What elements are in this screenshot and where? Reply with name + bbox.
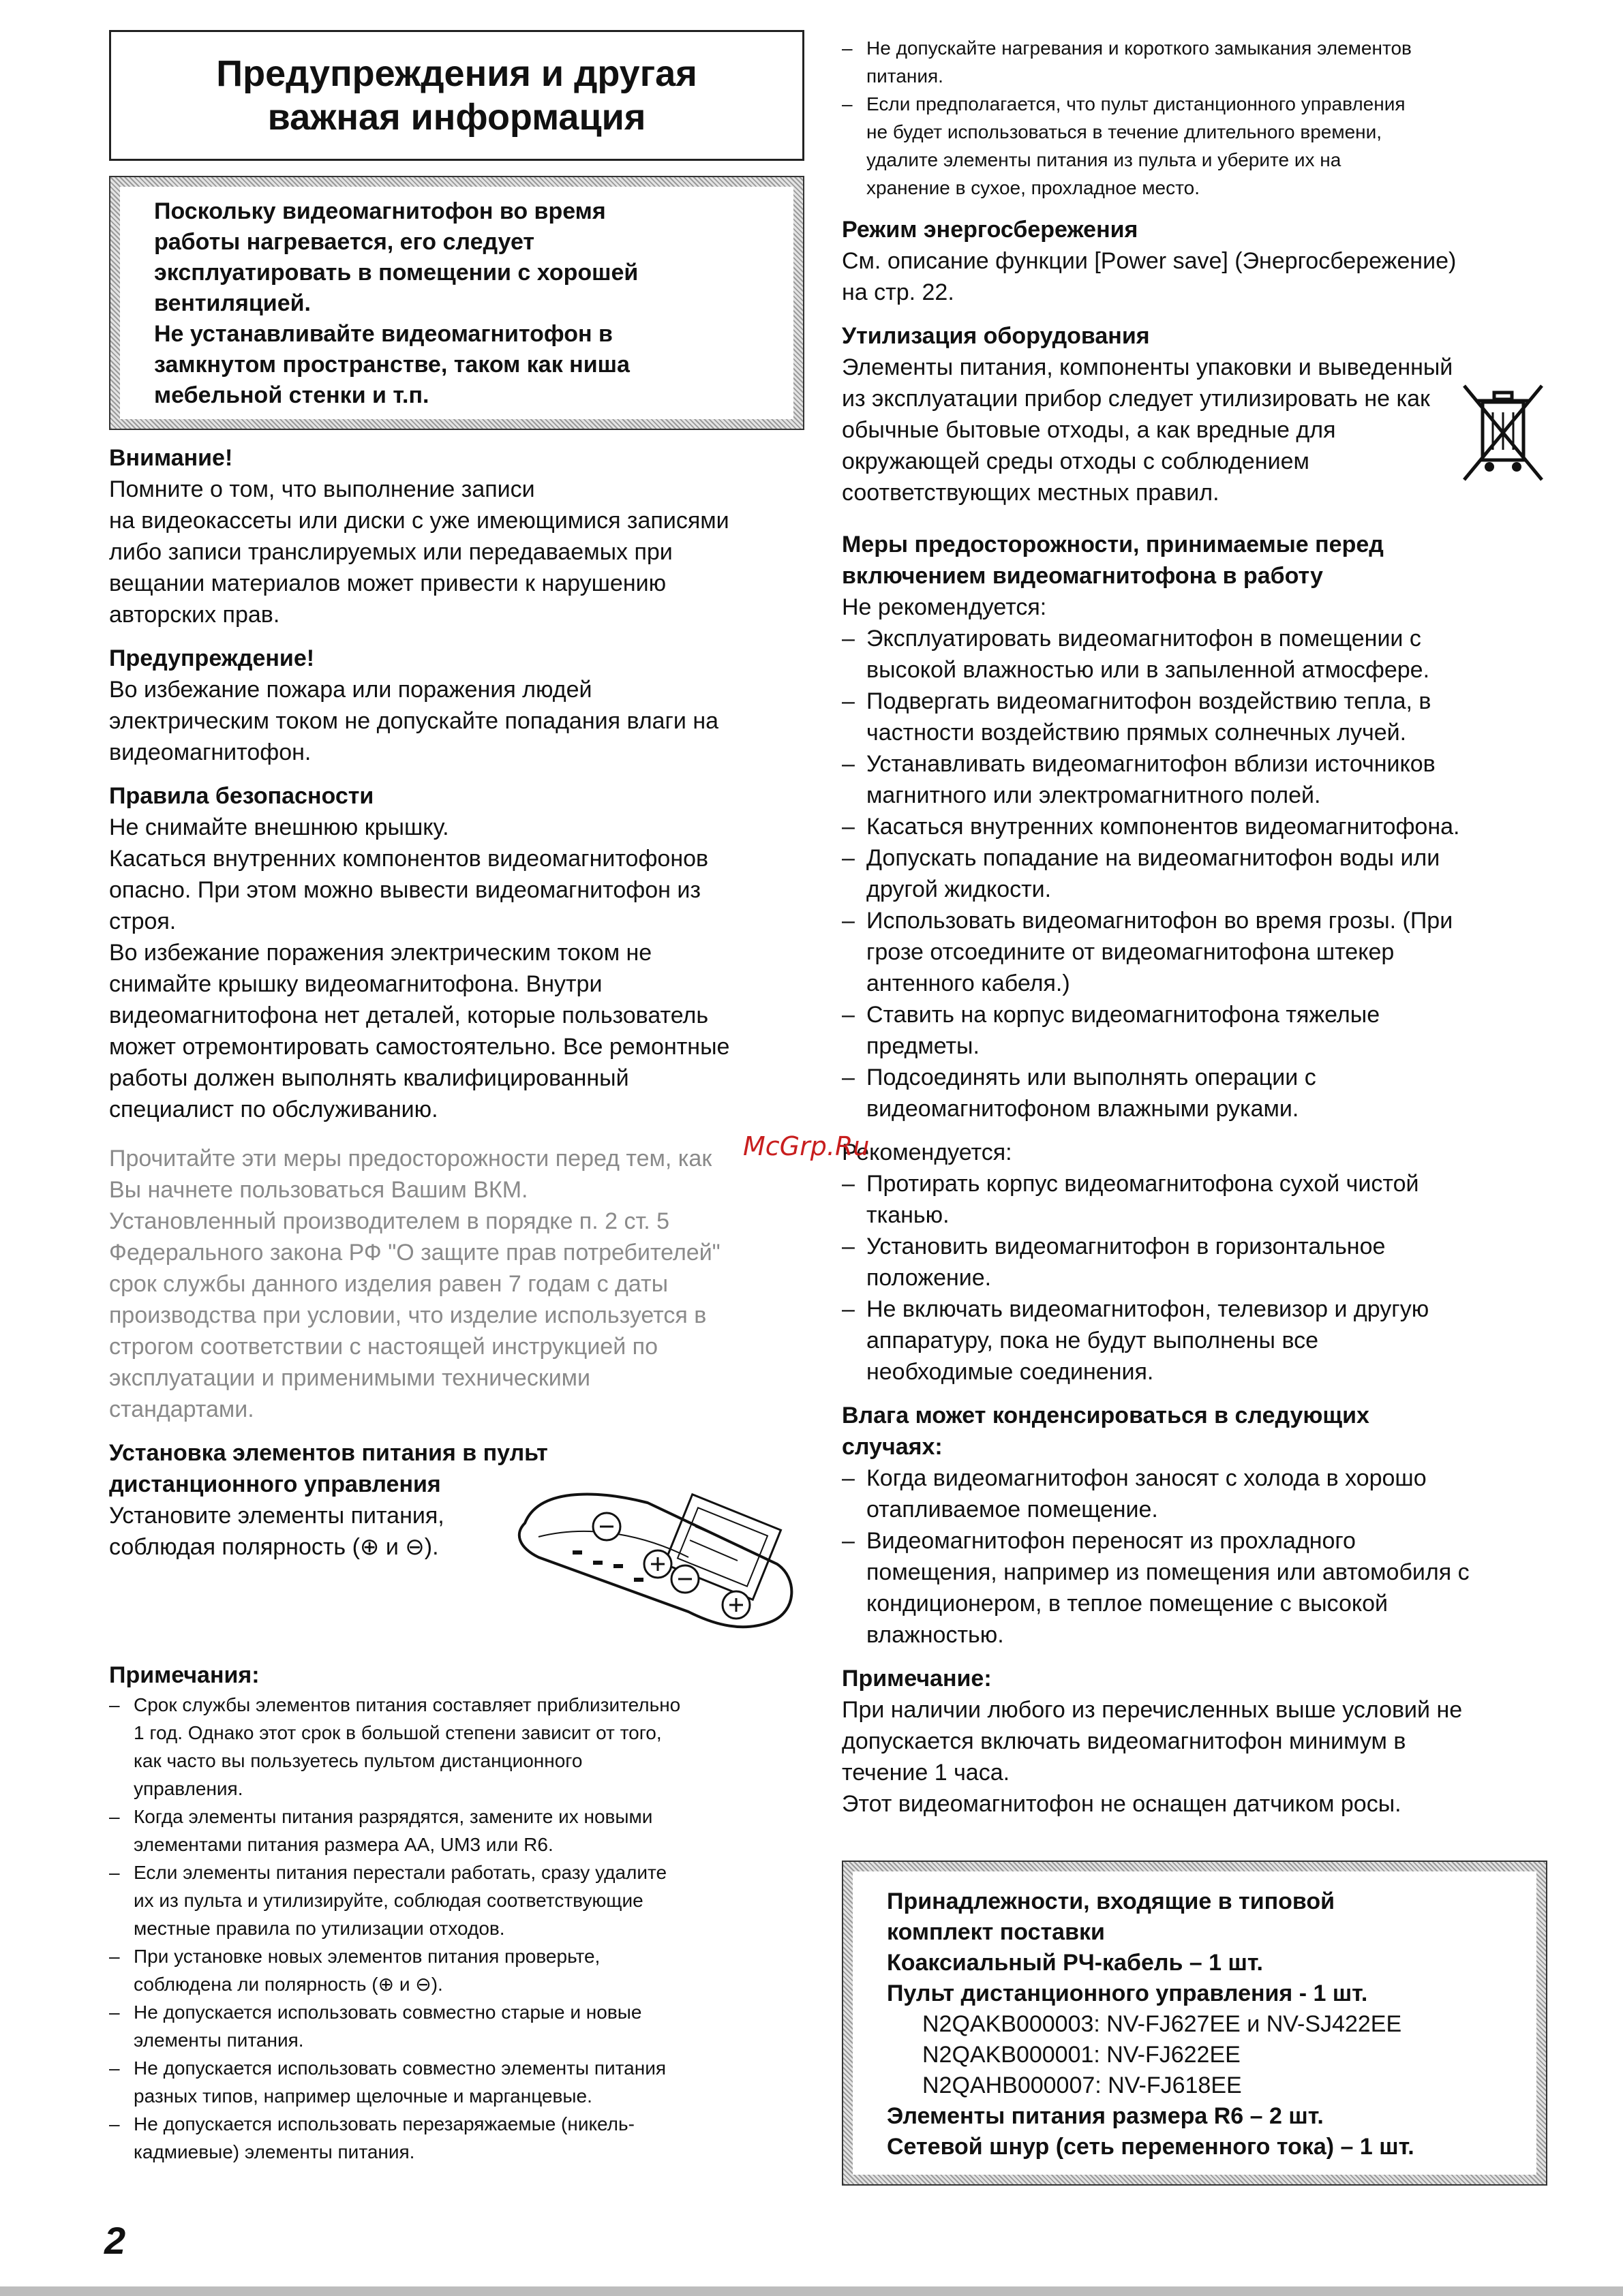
page-number: 2 bbox=[104, 2219, 126, 2262]
accessory-power-cord: Сетевой шнур (сеть переменного тока) – 1 шт. bbox=[887, 2134, 1414, 2160]
precaution-line: – Устанавливать видеомагнитофон вблизи источников bbox=[866, 751, 1436, 777]
left-column bbox=[109, 26, 804, 2166]
precaution-item bbox=[842, 811, 1547, 842]
precaution-line: – Подсоединять или выполнять операции с bbox=[866, 1065, 1316, 1090]
battery-care-line: – Не допускайте нагревания и короткого замыкания элементов bbox=[866, 37, 1412, 59]
note-line: их из пульта и утилизируйте, соблюдая соответствующие bbox=[134, 1890, 643, 1911]
safety-line: видеомагнитофона нет деталей, которые пользователь bbox=[109, 1002, 709, 1028]
precautions-heading: Меры предосторожности, принимаемые перед bbox=[842, 532, 1384, 557]
safety-line: может отремонтировать самостоятельно. Все ремонтные bbox=[109, 1034, 730, 1060]
disposal-heading: Утилизация оборудования bbox=[842, 323, 1150, 349]
note-line: 1 год. Однако этот срок в большой степени зависит от того, bbox=[134, 1722, 662, 1743]
safety-line: опасно. При этом можно вывести видеомагнитофон из bbox=[109, 877, 701, 903]
watermark: McGrp.Ru bbox=[743, 1131, 870, 1161]
attention-heading: Внимание! bbox=[109, 445, 233, 471]
dew-note-heading: Примечание: bbox=[842, 1666, 992, 1692]
warning-line: Поскольку видеомагнитофон во время bbox=[154, 198, 606, 224]
precaution-line: предметы. bbox=[866, 1033, 980, 1059]
condensation-item bbox=[842, 1525, 1547, 1651]
precautions-heading: включением видеомагнитофона в работу bbox=[842, 563, 1323, 589]
note-item bbox=[109, 1998, 804, 2054]
condensation-section bbox=[842, 1400, 1547, 1651]
right-column bbox=[842, 34, 1547, 2186]
safety-line: строя. bbox=[109, 908, 177, 934]
recommended-line: – Протирать корпус видеомагнитофона сухой чистой bbox=[866, 1171, 1419, 1197]
safety-line: Во избежание поражения электрическим током не bbox=[109, 940, 652, 966]
service-life-line: стандартами. bbox=[109, 1396, 254, 1422]
precaution-item bbox=[842, 905, 1547, 999]
note-line: элементами питания размера AA, UM3 или R6. bbox=[134, 1834, 553, 1855]
note-line: – Срок службы элементов питания составляет приблизительно bbox=[134, 1694, 681, 1715]
recommended-line: положение. bbox=[866, 1265, 992, 1291]
disposal-line: окружающей среды отходы с соблюдением bbox=[842, 448, 1309, 474]
disposal-line: обычные бытовые отходы, а как вредные для bbox=[842, 417, 1336, 443]
service-life-line: производства при условии, что изделие используется в bbox=[109, 1302, 707, 1328]
battery-care-line: – Если предполагается, что пульт дистанционного управления bbox=[866, 93, 1406, 114]
precaution-item bbox=[842, 842, 1547, 905]
condensation-item bbox=[842, 1463, 1547, 1525]
precaution-item bbox=[842, 1062, 1547, 1124]
precaution-line: – Ставить на корпус видеомагнитофона тяжелые bbox=[866, 1002, 1380, 1028]
recommended-label: Рекомендуется: bbox=[842, 1139, 1012, 1165]
note-item bbox=[109, 1858, 804, 1942]
title-line-2: важная информация bbox=[267, 97, 646, 138]
battery-care-item bbox=[842, 90, 1547, 202]
precaution-line: – Использовать видеомагнитофон во время грозы. (При bbox=[866, 908, 1453, 934]
caution-line: электрическим током не допускайте попадания влаги на bbox=[109, 708, 719, 734]
caution-heading: Предупреждение! bbox=[109, 645, 315, 671]
not-recommended-label: Не рекомендуется: bbox=[842, 594, 1047, 620]
service-life-line: Федерального закона РФ "О защите прав потребителей" bbox=[109, 1240, 721, 1266]
attention-line: на видеокассеты или диски с уже имеющимися записями bbox=[109, 508, 729, 534]
safety-line: снимайте крышку видеомагнитофона. Внутри bbox=[109, 971, 603, 997]
precaution-line: высокой влажностью или в запыленной атмосфере. bbox=[866, 657, 1430, 683]
note-line: разных типов, например щелочные и марганцевые. bbox=[134, 2085, 592, 2107]
precaution-item bbox=[842, 686, 1547, 748]
note-item bbox=[109, 1691, 804, 1803]
accessory-batteries: Элементы питания размера R6 – 2 шт. bbox=[887, 2103, 1324, 2129]
precaution-line: другой жидкости. bbox=[866, 876, 1052, 902]
title-line-1: Предупреждения и другая bbox=[216, 53, 697, 94]
warning-line: работы нагревается, его следует bbox=[154, 229, 535, 255]
remote-model: N2QAHB000007: NV-FJ618EE bbox=[922, 2072, 1242, 2098]
recommended-line: аппаратуру, пока не будут выполнены все bbox=[866, 1328, 1319, 1353]
accessory-rf-cable: Коаксиальный РЧ-кабель – 1 шт. bbox=[887, 1950, 1263, 1976]
disposal-section bbox=[842, 320, 1547, 508]
service-life-line: Вы начнете пользоваться Вашим ВКМ. bbox=[109, 1177, 528, 1203]
condensation-line: – Когда видеомагнитофон заносят с холода в хорошо bbox=[866, 1465, 1427, 1491]
recommended-line: – Установить видеомагнитофон в горизонтальное bbox=[866, 1234, 1386, 1259]
attention-line: либо записи транслируемых или передаваемых при bbox=[109, 539, 673, 565]
battery-line: Установите элементы питания, bbox=[109, 1503, 444, 1529]
note-line: соблюдена ли полярность (⊕ и ⊖). bbox=[134, 1974, 443, 1995]
precaution-line: – Эксплуатировать видеомагнитофон в помещении с bbox=[866, 626, 1421, 652]
disposal-line: соответствующих местных правил. bbox=[842, 480, 1219, 506]
warning-line: эксплуатировать в помещении с хорошей bbox=[154, 260, 639, 286]
condensation-line: отапливаемое помещение. bbox=[866, 1497, 1158, 1522]
caution-section bbox=[109, 643, 804, 768]
bottom-border bbox=[0, 2286, 1623, 2296]
attention-line: Помните о том, что выполнение записи bbox=[109, 476, 535, 502]
disposal-line: Элементы питания, компоненты упаковки и выведенный bbox=[842, 354, 1453, 380]
condensation-line: – Видеомагнитофон переносят из прохладного bbox=[866, 1528, 1356, 1554]
battery-heading: Установка элементов питания в пульт bbox=[109, 1440, 548, 1466]
remote-battery-illustration bbox=[511, 1462, 804, 1646]
precaution-line: магнитного или электромагнитного полей. bbox=[866, 782, 1321, 808]
recommended-line: необходимые соединения. bbox=[866, 1359, 1154, 1385]
dew-note-section bbox=[842, 1663, 1547, 1820]
note-line: кадмиевые) элементы питания. bbox=[134, 2141, 415, 2162]
battery-line: соблюдая полярность (⊕ и ⊖). bbox=[109, 1534, 439, 1560]
condensation-heading: Влага может конденсироваться в следующих bbox=[842, 1403, 1369, 1428]
battery-install-section bbox=[109, 1437, 804, 1646]
condensation-line: влажностью. bbox=[866, 1622, 1004, 1648]
attention-section bbox=[109, 442, 804, 630]
power-save-line: на стр. 22. bbox=[842, 279, 954, 305]
battery-care-line: хранение в сухое, прохладное место. bbox=[866, 177, 1200, 198]
power-save-heading: Режим энергосбережения bbox=[842, 217, 1138, 243]
service-life-section bbox=[109, 1143, 804, 1425]
note-line: – Не допускается использовать совместно элементы питания bbox=[134, 2057, 667, 2079]
dew-note-line: При наличии любого из перечисленных выше условий не bbox=[842, 1697, 1463, 1723]
power-save-section bbox=[842, 214, 1547, 308]
condensation-line: кондиционером, в теплое помещение с высокой bbox=[866, 1591, 1389, 1617]
precaution-line: – Касаться внутренних компонентов видеомагнитофона. bbox=[866, 814, 1460, 840]
warning-line: вентиляцией. bbox=[154, 290, 311, 316]
warning-line: Не устанавливайте видеомагнитофон в bbox=[154, 321, 613, 347]
recommended-line: тканью. bbox=[866, 1202, 950, 1228]
condensation-heading: случаях: bbox=[842, 1434, 943, 1460]
notes-section bbox=[109, 1659, 804, 2166]
notes-heading: Примечания: bbox=[109, 1662, 260, 1688]
precaution-line: – Подвергать видеомагнитофон воздействию тепла, в bbox=[866, 688, 1431, 714]
note-line: элементы питания. bbox=[134, 2030, 304, 2051]
battery-care-line: питания. bbox=[866, 65, 943, 87]
recommended-item bbox=[842, 1231, 1547, 1294]
recommended-item bbox=[842, 1168, 1547, 1231]
note-line: – Если элементы питания перестали работать, сразу удалите bbox=[134, 1862, 667, 1883]
precaution-item bbox=[842, 623, 1547, 686]
service-life-line: строгом соответствии с настоящей инструкцией по bbox=[109, 1334, 658, 1360]
note-item bbox=[109, 2110, 804, 2166]
battery-care-line: не будет использоваться в течение длительного времени, bbox=[866, 121, 1382, 142]
note-line: – При установке новых элементов питания проверьте, bbox=[134, 1946, 601, 1967]
safety-line: специалист по обслуживанию. bbox=[109, 1097, 438, 1122]
attention-line: авторских прав. bbox=[109, 602, 280, 628]
precaution-line: частности воздействию прямых солнечных лучей. bbox=[866, 720, 1407, 746]
accessories-heading: Принадлежности, входящие в типовой bbox=[887, 1888, 1335, 1914]
dew-note-line: Этот видеомагнитофон не оснащен датчиком росы. bbox=[842, 1791, 1401, 1817]
warning-line: мебельной стенки и т.п. bbox=[154, 382, 429, 408]
note-line: как часто вы пользуетесь пультом дистанционного bbox=[134, 1750, 583, 1771]
service-life-line: эксплуатации и применимыми техническими bbox=[109, 1365, 591, 1391]
precaution-line: антенного кабеля.) bbox=[866, 970, 1070, 996]
service-life-line: Прочитайте эти меры предосторожности перед тем, как bbox=[109, 1146, 712, 1172]
remote-model: N2QAKB000003: NV-FJ627EE и NV-SJ422EE bbox=[922, 2011, 1402, 2037]
power-save-line: См. описание функции [Power save] (Энергосбережение) bbox=[842, 248, 1457, 274]
caution-line: видеомагнитофон. bbox=[109, 739, 312, 765]
precautions-section bbox=[842, 529, 1547, 1388]
accessory-remote: Пульт дистанционного управления - 1 шт. bbox=[887, 1980, 1368, 2006]
safety-line: Не снимайте внешнюю крышку. bbox=[109, 814, 449, 840]
note-line: управления. bbox=[134, 1778, 243, 1799]
note-item bbox=[109, 1942, 804, 1998]
note-line: местные правила по утилизации отходов. bbox=[134, 1918, 505, 1939]
safety-heading: Правила безопасности bbox=[109, 783, 374, 809]
recommended-line: – Не включать видеомагнитофон, телевизор и другую bbox=[866, 1296, 1429, 1322]
ventilation-warning-box bbox=[109, 176, 804, 430]
note-item bbox=[109, 2054, 804, 2110]
battery-heading: дистанционного управления bbox=[109, 1471, 441, 1497]
battery-care-item bbox=[842, 34, 1547, 90]
disposal-line: из эксплуатации прибор следует утилизировать не как bbox=[842, 386, 1430, 412]
note-line: – Не допускается использовать совместно старые и новые bbox=[134, 2002, 642, 2023]
service-life-line: Установленный производителем в порядке п. 2 ст. 5 bbox=[109, 1208, 670, 1234]
recommended-item bbox=[842, 1294, 1547, 1388]
precaution-line: грозе отсоедините от видеомагнитофона штекер bbox=[866, 939, 1395, 965]
note-item bbox=[109, 1803, 804, 1858]
dew-note-line: течение 1 часа. bbox=[842, 1760, 1010, 1786]
safety-line: Касаться внутренних компонентов видеомагнитофонов bbox=[109, 846, 709, 872]
crossed-bin-icon bbox=[1459, 382, 1547, 484]
precaution-item bbox=[842, 999, 1547, 1062]
safety-section bbox=[109, 780, 804, 1125]
page-title bbox=[109, 30, 804, 161]
condensation-line: помещения, например из помещения или автомобиля с bbox=[866, 1559, 1470, 1585]
attention-line: вещании материалов может привести к нарушению bbox=[109, 570, 667, 596]
accessories-heading: комплект поставки bbox=[887, 1919, 1105, 1945]
precaution-line: видеомагнитофоном влажными руками. bbox=[866, 1096, 1299, 1122]
note-line: – Когда элементы питания разрядятся, замените их новыми bbox=[134, 1806, 653, 1827]
precaution-item bbox=[842, 748, 1547, 811]
note-line: – Не допускается использовать перезаряжаемые (никель- bbox=[134, 2113, 635, 2134]
remote-model: N2QAKB000001: NV-FJ622EE bbox=[922, 2042, 1241, 2068]
precaution-line: – Допускать попадание на видеомагнитофон воды или bbox=[866, 845, 1440, 871]
caution-line: Во избежание пожара или поражения людей bbox=[109, 677, 592, 703]
battery-care-line: удалите элементы питания из пульта и уберите их на bbox=[866, 149, 1341, 170]
warning-line: замкнутом пространстве, таком как ниша bbox=[154, 352, 630, 378]
dew-note-line: допускается включать видеомагнитофон минимум в bbox=[842, 1728, 1406, 1754]
service-life-line: срок службы данного изделия равен 7 годам с даты bbox=[109, 1271, 669, 1297]
accessories-box bbox=[842, 1861, 1547, 2186]
safety-line: работы должен выполнять квалифицированный bbox=[109, 1065, 629, 1091]
